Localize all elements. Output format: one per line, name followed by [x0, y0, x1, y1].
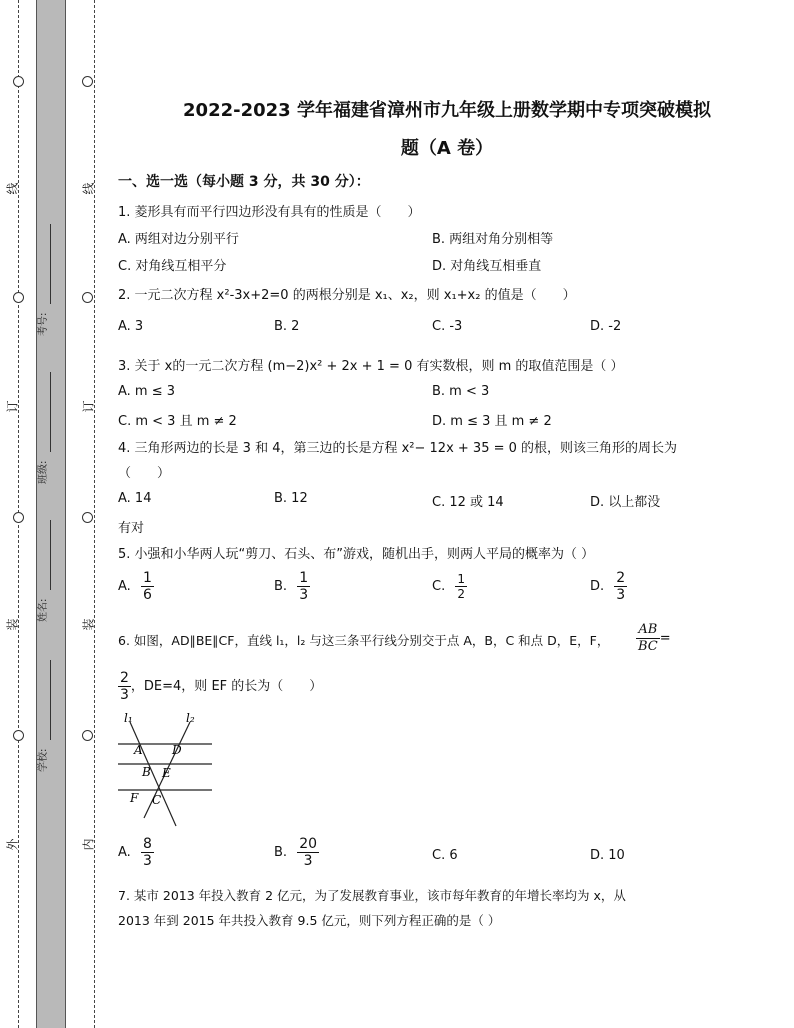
margin-char: 订 — [81, 400, 96, 413]
q6-option-d: D. 10 — [590, 848, 625, 863]
figure-label: D — [172, 743, 182, 757]
margin-char: 内 — [81, 838, 96, 851]
fraction — [614, 570, 627, 603]
fraction — [118, 670, 131, 703]
option-label: A. — [118, 579, 131, 594]
q4-option-c: C. 12 或 14 — [432, 495, 504, 510]
denominator: 3 — [299, 587, 309, 603]
inner-dashed-line — [94, 0, 95, 1028]
question-4-paren: （ ） — [118, 466, 171, 481]
figure-label: l₁ — [124, 711, 133, 725]
binding-hole — [13, 512, 24, 523]
question-5: 5. 小强和小华两人玩“剪刀、石头、布”游戏，随机出手，则两人平局的概率为（ ） — [118, 547, 595, 562]
q5-option-b — [274, 570, 310, 603]
binding-hole — [82, 730, 93, 741]
q5-option-a — [118, 570, 154, 603]
option-label: A. — [118, 845, 131, 860]
class-label: 班级: — [38, 460, 49, 484]
q6-ratio — [636, 622, 671, 655]
q3-option-b: B. m < 3 — [432, 384, 490, 399]
denominator: 3 — [142, 853, 152, 869]
exam-number-label: 考号: — [38, 312, 49, 336]
figure-label: C — [152, 793, 162, 807]
question-6: 6. 如图，AD∥BE∥CF，直线 l₁，l₂ 与这三条平行线分别交于点 A，B，C 和点 D，E，F， — [118, 633, 610, 648]
binding-hole — [82, 512, 93, 523]
q3-option-d: D. m ≤ 3 且 m ≠ 2 — [432, 414, 552, 429]
q4-option-a: A. 14 — [118, 491, 152, 506]
question-2: 2. 一元二次方程 x²-3x+2=0 的两根分别是 x₁、x₂，则 x₁+x₂ 的值是（ ） — [118, 288, 576, 303]
q4-option-d-cont: 有对 — [118, 521, 145, 536]
figure-label: l₂ — [186, 711, 195, 725]
margin-char: 外 — [5, 838, 20, 851]
q6-option-a — [118, 836, 154, 869]
q3-option-c: C. m < 3 且 m ≠ 2 — [118, 414, 237, 429]
parallel-lines-figure — [112, 708, 222, 828]
exam-title-line2: 题（A 卷） — [400, 138, 494, 159]
exam-number-line — [50, 224, 51, 304]
question-7: 7. 某市 2013 年投入教育 2 亿元，为了发展教育事业，该市每年教育的年增长率均为 x，从 — [118, 888, 626, 903]
fraction — [141, 570, 154, 603]
q6-option-b — [274, 836, 319, 869]
name-label: 姓名: — [38, 598, 49, 622]
margin-char: 线 — [81, 182, 96, 195]
equals-sign: = — [659, 631, 671, 646]
numerator: 8 — [142, 836, 152, 852]
stem-text: ，DE=4，则 EF 的长为（ ） — [130, 679, 323, 694]
binding-hole — [82, 292, 93, 303]
numerator: 2 — [120, 670, 129, 686]
margin-char: 线 — [5, 182, 20, 195]
q1-option-d: D. 对角线互相垂直 — [432, 259, 542, 274]
numerator: AB — [636, 622, 660, 639]
exam-title-line1: 2022-2023 学年福建省漳州市九年级上册数学期中专项突破模拟 — [183, 100, 711, 121]
school-label: 学校: — [38, 748, 49, 772]
numerator: 1 — [457, 572, 465, 586]
q2-option-b: B. 2 — [274, 319, 300, 334]
fraction — [297, 570, 310, 603]
numerator: 1 — [299, 570, 309, 586]
numerator: 1 — [142, 570, 152, 586]
question-1: 1. 菱形具有而平行四边形没有具有的性质是（ ） — [118, 205, 421, 220]
denominator: 3 — [303, 853, 313, 869]
denominator: 3 — [616, 587, 626, 603]
q2-option-c: C. -3 — [432, 319, 463, 334]
q6-option-c: C. 6 — [432, 848, 458, 863]
figure-label: B — [142, 765, 151, 779]
denominator: 3 — [120, 687, 129, 703]
class-line — [50, 372, 51, 452]
fraction — [455, 572, 467, 601]
figure-label: F — [130, 791, 139, 805]
binding-margin — [0, 0, 100, 1028]
binding-hole — [13, 76, 24, 87]
option-label: C. — [432, 579, 446, 594]
q2-option-d: D. -2 — [590, 319, 622, 334]
option-label: D. — [590, 579, 605, 594]
section-heading: 一、选一选（每小题 3 分，共 30 分）： — [118, 174, 370, 190]
q3-option-a: A. m ≤ 3 — [118, 384, 176, 399]
q5-option-d — [590, 570, 627, 603]
binding-hole — [82, 76, 93, 87]
q5-option-c — [432, 572, 467, 601]
question-7-cont: 2013 年到 2015 年共投入教育 9.5 亿元，则下列方程正确的是（ ） — [118, 913, 501, 928]
binding-hole — [13, 730, 24, 741]
binding-hole — [13, 292, 24, 303]
question-4: 4. 三角形两边的长是 3 和 4，第三边的长是方程 x²− 12x + 35 = 0 的根，则该三角形的周长为 — [118, 441, 678, 456]
q1-option-b: B. 两组对角分别相等 — [432, 232, 554, 247]
q4-option-d: D. 以上都没 — [590, 495, 661, 510]
margin-char: 订 — [5, 400, 20, 413]
fraction — [141, 836, 154, 869]
binding-band — [36, 0, 66, 1028]
fraction — [636, 622, 660, 655]
margin-char: 装 — [5, 618, 20, 631]
figure-label: A — [134, 743, 143, 757]
q6-stem-cont — [118, 670, 322, 703]
numerator: 20 — [299, 836, 318, 852]
figure-label: E — [162, 766, 171, 780]
fraction — [297, 836, 319, 869]
option-label: B. — [274, 579, 288, 594]
denominator: 2 — [457, 587, 465, 601]
denominator: 6 — [142, 587, 152, 603]
margin-char: 装 — [81, 618, 96, 631]
q4-option-b: B. 12 — [274, 491, 308, 506]
q1-option-a: A. 两组对边分别平行 — [118, 232, 239, 247]
option-label: B. — [274, 845, 288, 860]
question-3: 3. 关于 x的一元二次方程 (m−2)x² + 2x + 1 = 0 有实数根，则 m 的取值范围是（ ） — [118, 359, 624, 374]
school-line — [50, 660, 51, 740]
numerator: 2 — [616, 570, 626, 586]
denominator: BC — [638, 639, 658, 654]
name-line — [50, 520, 51, 590]
q1-option-c: C. 对角线互相平分 — [118, 259, 227, 274]
q2-option-a: A. 3 — [118, 319, 144, 334]
